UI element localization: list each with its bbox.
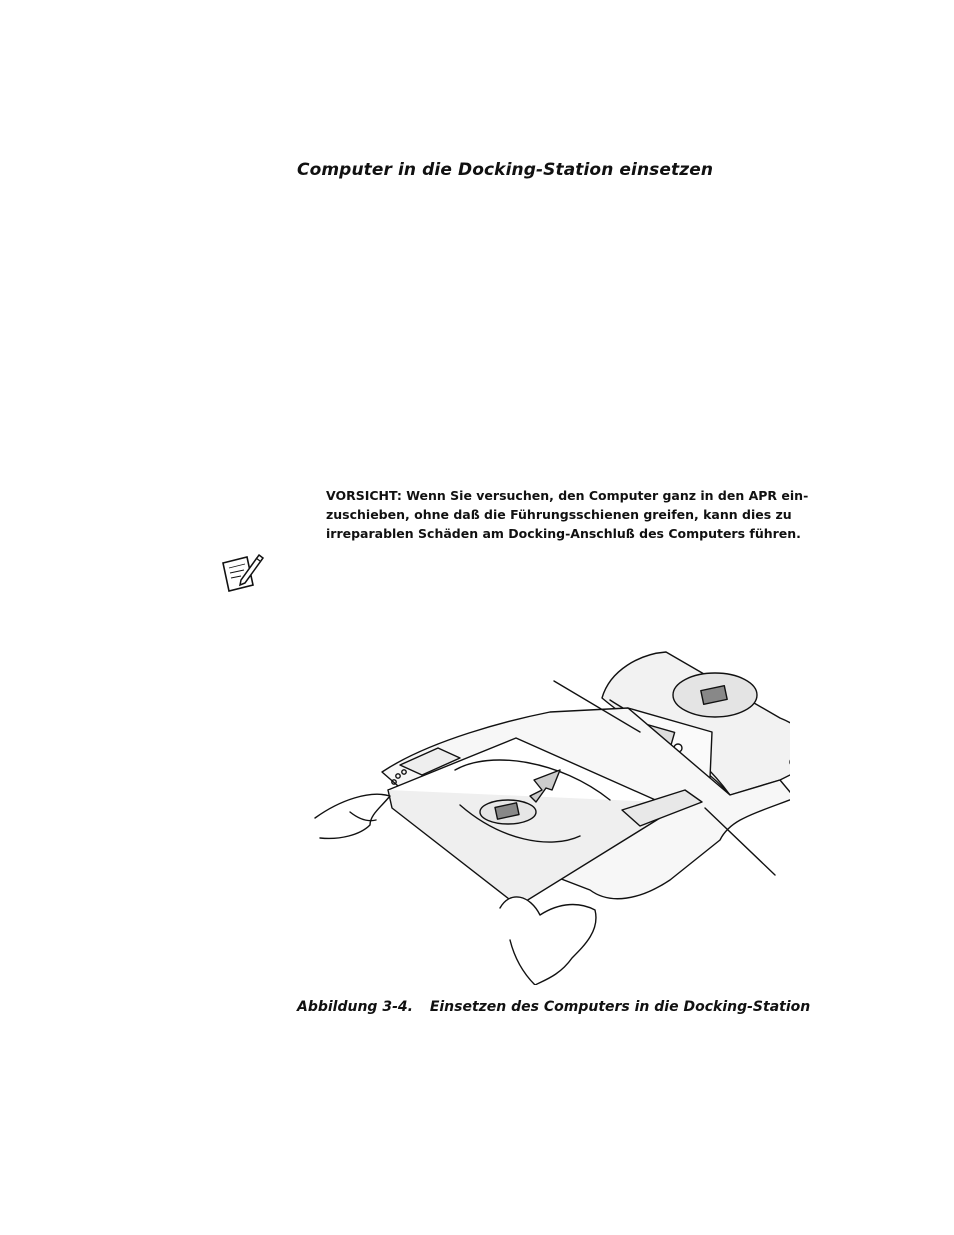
figure-caption [297,999,810,1015]
right-hand [500,897,596,985]
caution-line: VORSICHT: Wenn Sie versuchen, den Computer ganz in den APR ein- [326,488,809,503]
caution-line: zuschieben, ohne daß die Führungsschienen greifen, kann dies zu [326,507,792,522]
left-hand [315,794,390,838]
docking-illustration [310,640,790,985]
section-heading: Computer in die Docking-Station einsetzen [297,160,714,180]
figure-label: Abbildung 3-4. [297,999,413,1015]
caution-line: irreparablen Schäden am Docking-Anschluß des Computers führen. [326,526,801,541]
caution-notice [326,486,826,543]
figure-title: Einsetzen des Computers in die Docking-Station [429,999,811,1015]
note-pencil-icon [219,553,265,593]
